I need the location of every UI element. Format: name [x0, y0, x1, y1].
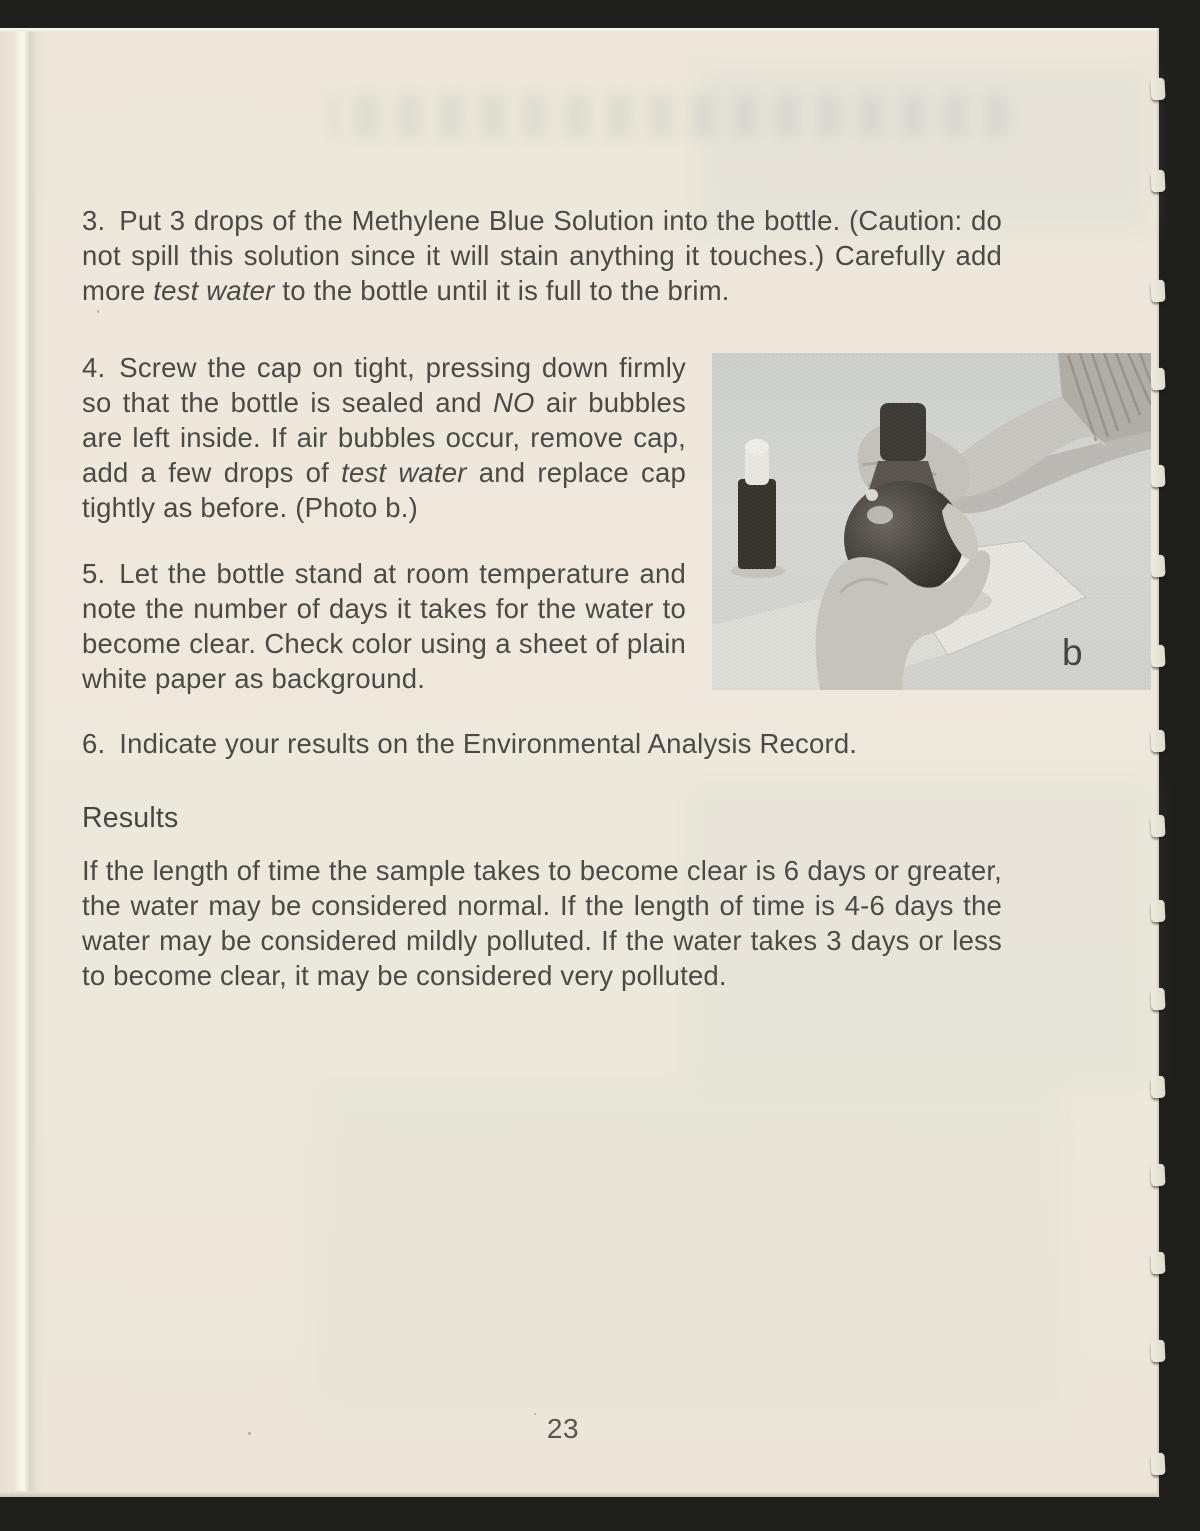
binding-notch [1150, 465, 1165, 488]
show-through-heading [330, 94, 1010, 138]
step-3-text-end: to the bottle until it is full to the brim. [274, 275, 730, 306]
step-3-paragraph [82, 203, 1002, 308]
dust-speck [97, 310, 99, 313]
step-6-paragraph: 6. Indicate your results on the Environmental Analysis Record. [82, 728, 858, 759]
photo-label-b: b [1062, 632, 1083, 673]
step-4-text-mid: air bubbles are left inside. If air bubbles occur, remove cap, add a few drops of [82, 387, 687, 488]
binding-notch [1150, 988, 1165, 1011]
page-number: 23 [546, 1413, 580, 1444]
step-5-paragraph: 5. Let the bottle stand at room temperature and note the number of days it takes for the water to become clear. Check color using a sheet of plain white paper as background. [82, 558, 686, 694]
binding-notch [1150, 1252, 1165, 1275]
binding-notch [1150, 900, 1165, 923]
book-page [0, 28, 1159, 1497]
binding-notch [1150, 280, 1165, 303]
page-top-edge [0, 28, 1157, 32]
step-4-paragraph [82, 350, 686, 525]
photo-b-illustration [712, 353, 1151, 690]
step-3-italic-test-water: test water [153, 275, 275, 306]
binding-notch [1150, 1076, 1165, 1099]
binding-notch [1150, 815, 1165, 838]
binding-notch [1150, 1453, 1165, 1476]
step-4-text: 4. Screw the cap on tight, pressing down firmly so that the bottle is sealed and [82, 352, 686, 418]
halftone-texture [712, 353, 1151, 690]
step-4-text-end: and replace cap tightly as before. (Photo b.) [82, 457, 686, 523]
binding-notch [1150, 1340, 1165, 1363]
binding-notch [1150, 170, 1165, 193]
binding-notch [1150, 1164, 1165, 1187]
binding-notch [1150, 645, 1165, 668]
step-4-italic-test-water: test water [341, 457, 467, 488]
step-3-text: 3. Put 3 drops of the Methylene Blue Solution into the bottle. (Caution: do not spill this solution since it will stain anything it touches.) Carefully add more [82, 205, 1002, 306]
photo-b [712, 353, 1151, 690]
binding-notch [1150, 730, 1165, 753]
results-heading: Results [82, 802, 179, 834]
page-bottom-edge [0, 1490, 1157, 1497]
binding-notch [1150, 555, 1165, 578]
binding-notch [1150, 78, 1165, 101]
results-paragraph: If the length of time the sample takes to become clear is 6 days or greater, the water may be considered normal. If the length of time is 4-6 days the water may be considered mildly polluted. If the water takes 3 days or less to become clear, it may be considered very polluted. [82, 855, 1002, 991]
show-through-smudge [320, 1086, 1060, 1406]
step-4-italic-no: NO [493, 387, 535, 418]
binding-notch [1150, 368, 1165, 391]
page-spine-crease [0, 28, 46, 1497]
